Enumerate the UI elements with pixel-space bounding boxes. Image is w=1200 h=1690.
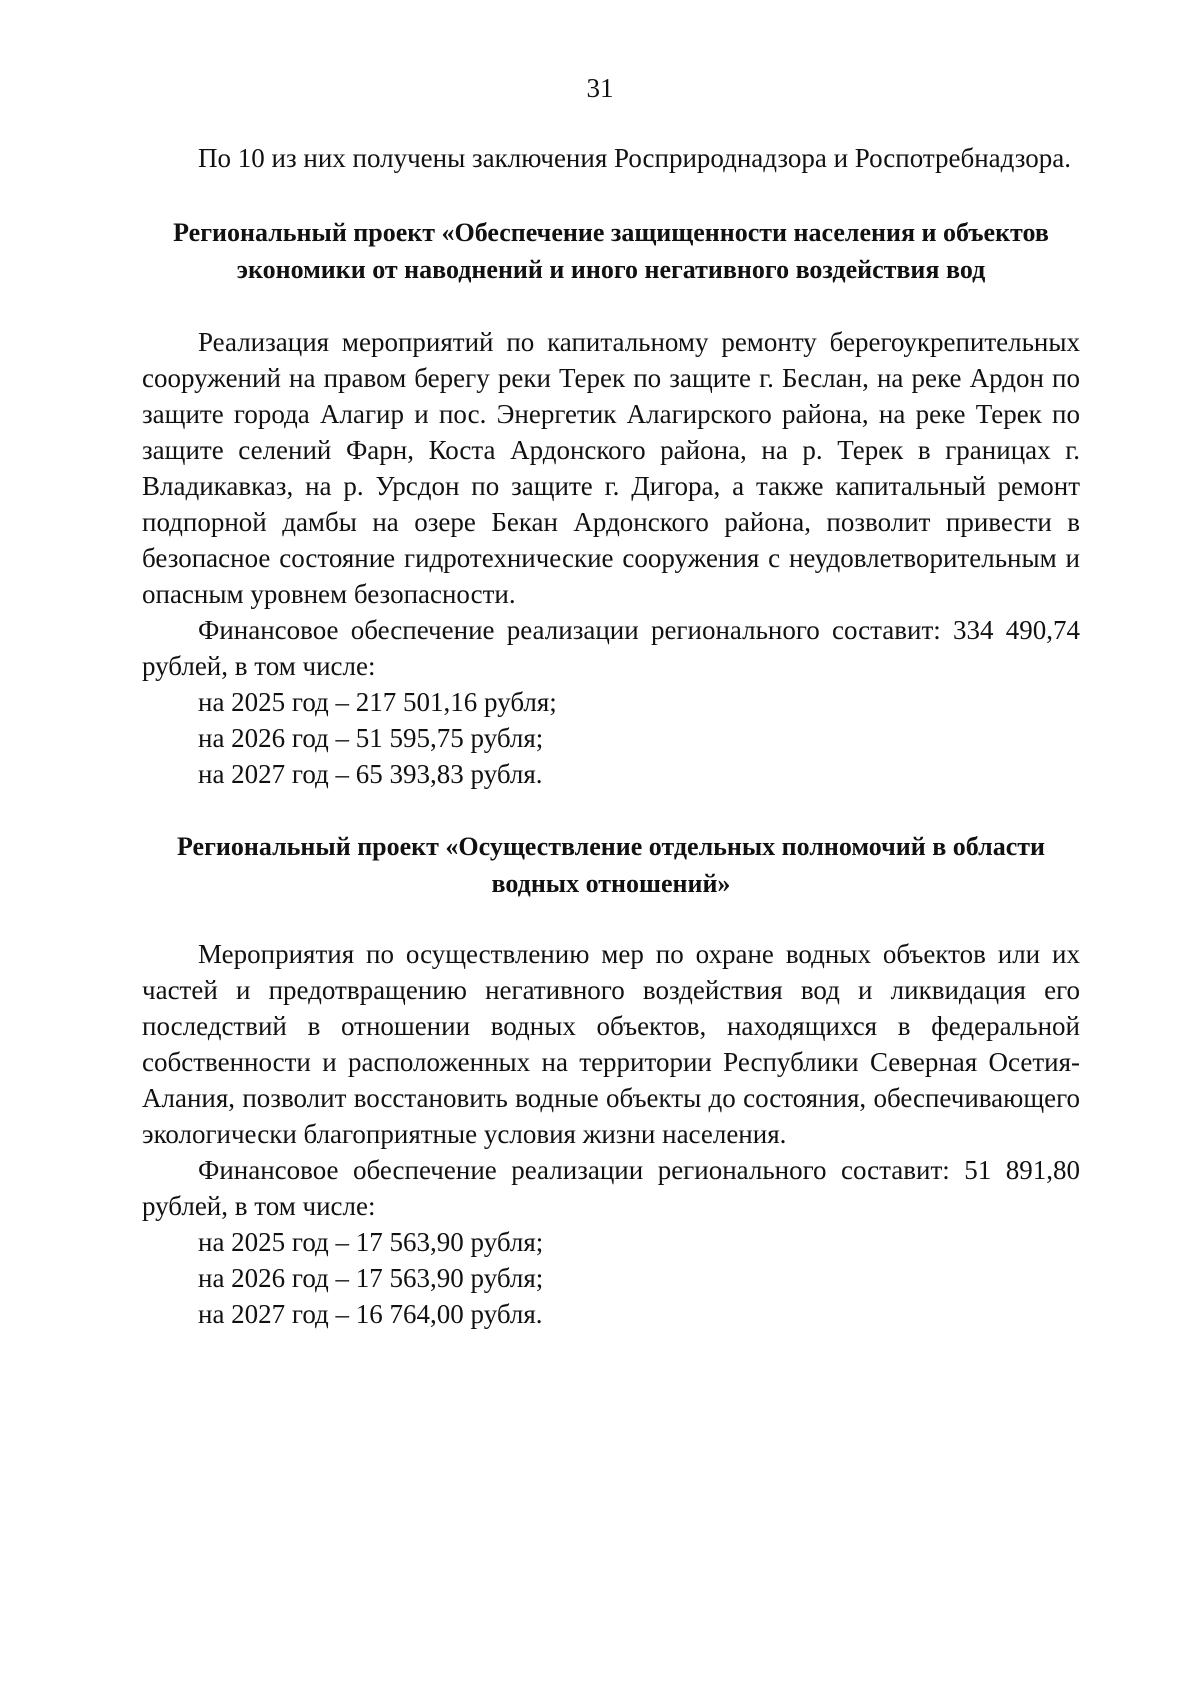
- section2-year-2027: на 2027 год – 16 764,00 рубля.: [198, 1299, 543, 1329]
- opening-paragraph: По 10 из них получены заключения Росприроднадзора и Роспотребнадзора.: [198, 143, 1071, 173]
- section1-year-2025: на 2025 год – 217 501,16 рубля;: [198, 687, 557, 717]
- section1-finance: Финансовое обеспечение реализации регионального составит: 334 490,74 рублей, в том числе:: [142, 615, 1080, 681]
- document-body: [142, 140, 1080, 1332]
- section2-heading: Региональный проект «Осуществление отдельных полномочий в области водных отношений»: [177, 832, 1045, 898]
- section2-finance: Финансовое обеспечение реализации регионального составит: 51 891,80 рублей, в том числе:: [142, 1155, 1080, 1221]
- page-number: 31: [586, 73, 614, 103]
- section2-year-2026: на 2026 год – 17 563,90 рубля;: [198, 1263, 544, 1293]
- section2-body: Мероприятия по осуществлению мер по охране водных объектов или их частей и предотвращению негативного воздействия вод и ликвидация его последствий в отношении водных объектов, находящихся в федеральной собственности и расположенных на территории Республики Северная Осетия-Алания, позволит восстановить водные объекты до состояния, обеспечивающего экологически благоприятные условия жизни населения.: [142, 939, 1080, 1149]
- section1-heading: Региональный проект «Обеспечение защищенности населения и объектов экономики от наводнений и иного негативного воздействия вод: [173, 218, 1049, 284]
- section2-year-2025: на 2025 год – 17 563,90 рубля;: [198, 1227, 544, 1257]
- section1-year-2026: на 2026 год – 51 595,75 рубля;: [198, 723, 544, 753]
- section1-year-2027: на 2027 год – 65 393,83 рубля.: [198, 759, 543, 789]
- section1-body: Реализация мероприятий по капитальному ремонту берегоукрепительных сооружений на правом берегу реки Терек по защите г. Беслан, на реке Ардон по защите города Алагир и пос. Энергетик Алагирского района, на реке Терек по защите селений Фарн, Коста Ардонского района, на р. Терек в границах г. Владикавказ, на р. Урсдон по защите г. Дигора, а также капитальный ремонт подпорной дамбы на озере Бекан Ардонского района, позволит привести в безопасное состояние гидротехнические сооружения с неудовлетворительным и опасным уровнем безопасности.: [142, 327, 1080, 609]
